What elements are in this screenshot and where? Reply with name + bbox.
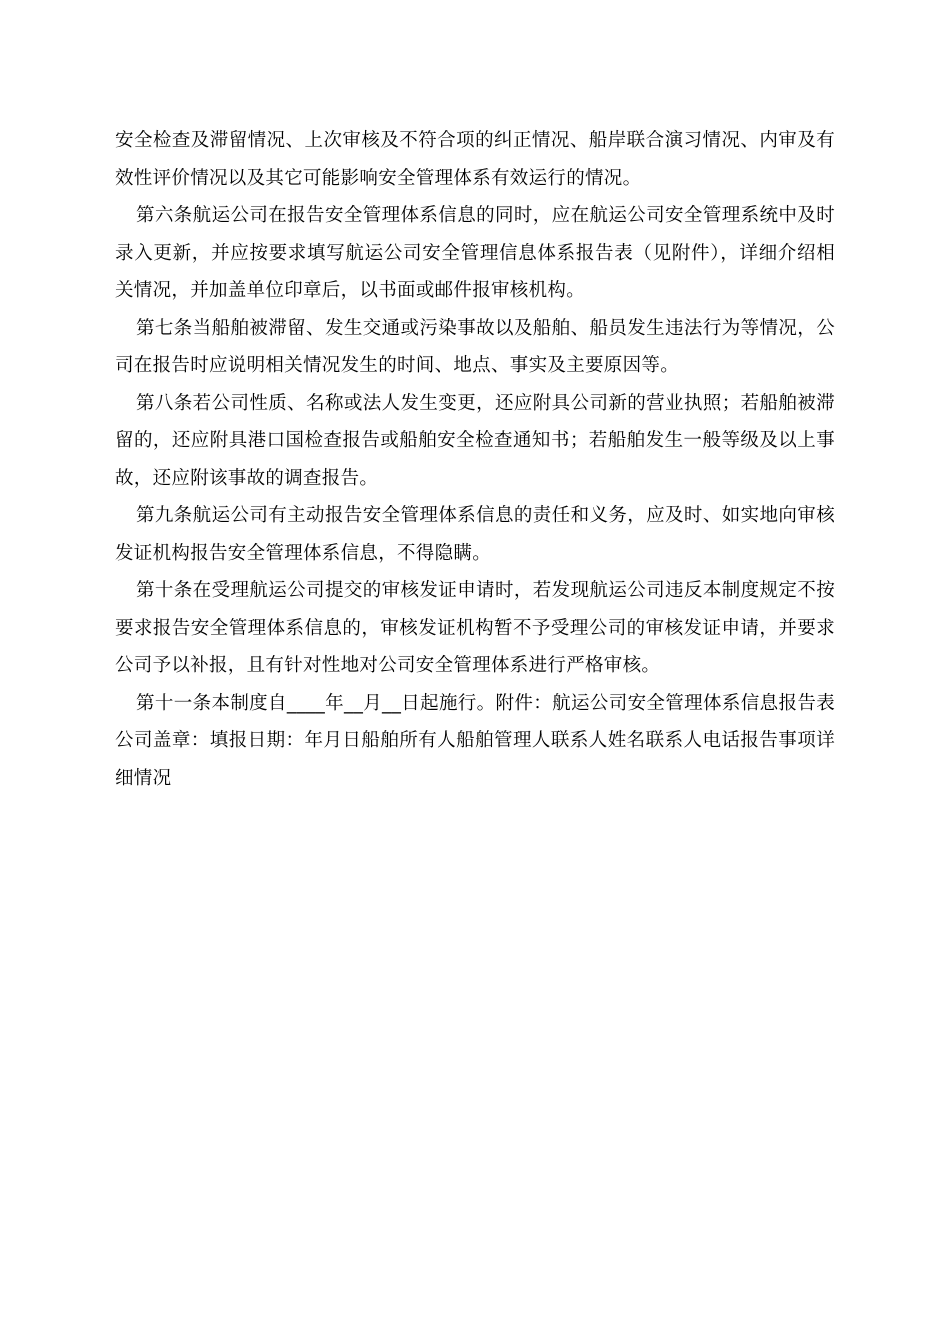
paragraph-article-8: 第八条若公司性质、名称或法人发生变更，还应附具公司新的营业执照；若船舶被滞留的，还应附具港口国检查报告或船舶安全检查通知书；若船舶发生一般等级及以上事故，还应附该事故的调查报告。 <box>115 392 835 489</box>
paragraph-article-7: 第七条当船舶被滞留、发生交通或污染事故以及船舶、船员发生违法行为等情况，公司在报告时应说明相关情况发生的时间、地点、事实及主要原因等。 <box>115 317 835 376</box>
paragraph-article-6: 第六条航运公司在报告安全管理体系信息的同时，应在航运公司安全管理系统中及时录入更新，并应按要求填写航运公司安全管理信息体系报告表（见附件），详细介绍相关情况，并加盖单位印章后，以书面或邮件报审核机构。 <box>115 205 835 301</box>
paragraph-article-11: 第十一条本制度自____年__月__日起施行。附件：航运公司安全管理体系信息报告表公司盖章：填报日期：年月日船舶所有人船舶管理人联系人姓名联系人电话报告事项详细情况 <box>115 692 835 789</box>
paragraph-article-9: 第九条航运公司有主动报告安全管理体系信息的责任和义务，应及时、如实地向审核发证机构报告安全管理体系信息，不得隐瞒。 <box>115 505 835 564</box>
document-body <box>115 122 835 797</box>
paragraph-continuation: 安全检查及滞留情况、上次审核及不符合项的纠正情况、船岸联合演习情况、内审及有效性评价情况以及其它可能影响安全管理体系有效运行的情况。 <box>115 130 835 189</box>
paragraph-article-10: 第十条在受理航运公司提交的审核发证申请时，若发现航运公司违反本制度规定不按要求报告安全管理体系信息的，审核发证机构暂不予受理公司的审核发证申请，并要求公司予以补报，且有针对性地对公司安全管理体系进行严格审核。 <box>115 580 835 676</box>
